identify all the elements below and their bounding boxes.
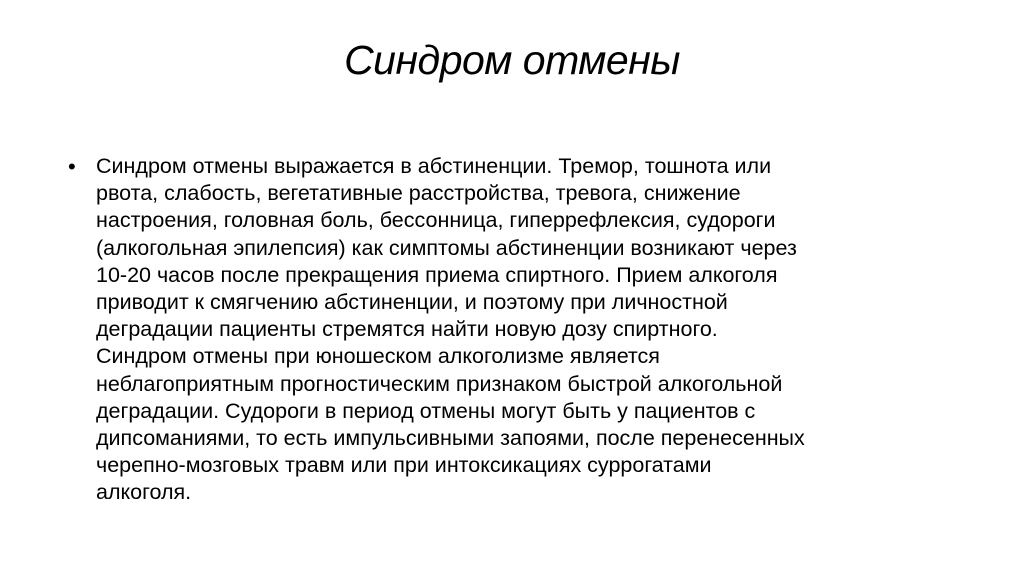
slide-title: Синдром отмены — [344, 37, 680, 83]
body-line-13: алкоголя. — [96, 480, 192, 505]
body-line-10: деградации. Судороги в период отмены могут быть у пациентов с — [96, 398, 756, 423]
body-line-2: рвота, слабость, вегетативные расстройства, тревога, снижение — [96, 181, 741, 206]
bullet-text — [96, 153, 958, 507]
body-line-4: (алкогольная эпилепсия) как симптомы абстиненции возникают через — [96, 235, 797, 260]
bullet-item — [68, 153, 958, 507]
body-line-8: Синдром отмены при юношеском алкоголизме является — [96, 344, 660, 369]
body-line-11: дипсоманиями, то есть импульсивными запоями, после перенесенных — [96, 426, 805, 451]
body-line-1: Синдром отмены выражается в абстиненции. Тремор, тошнота или — [96, 154, 772, 178]
body-line-5: 10-20 часов после прекращения приема спиртного. Прием алкоголя — [96, 262, 778, 287]
body-line-7: деградации пациенты стремятся найти новую дозу спиртного. — [96, 317, 718, 342]
body-line-3: настроения, головная боль, бессонница, гиперрефлексия, судороги — [96, 208, 776, 233]
body-line-9: неблагоприятным прогностическим признаком быстрой алкогольной — [96, 371, 783, 396]
bullet-icon: • — [68, 154, 76, 179]
slide-content — [68, 153, 958, 507]
body-line-6: приводит к смягчению абстиненции, и поэтому при личностной — [96, 290, 728, 315]
body-line-12: черепно-мозговых травм или при интоксикациях суррогатами — [96, 453, 712, 478]
